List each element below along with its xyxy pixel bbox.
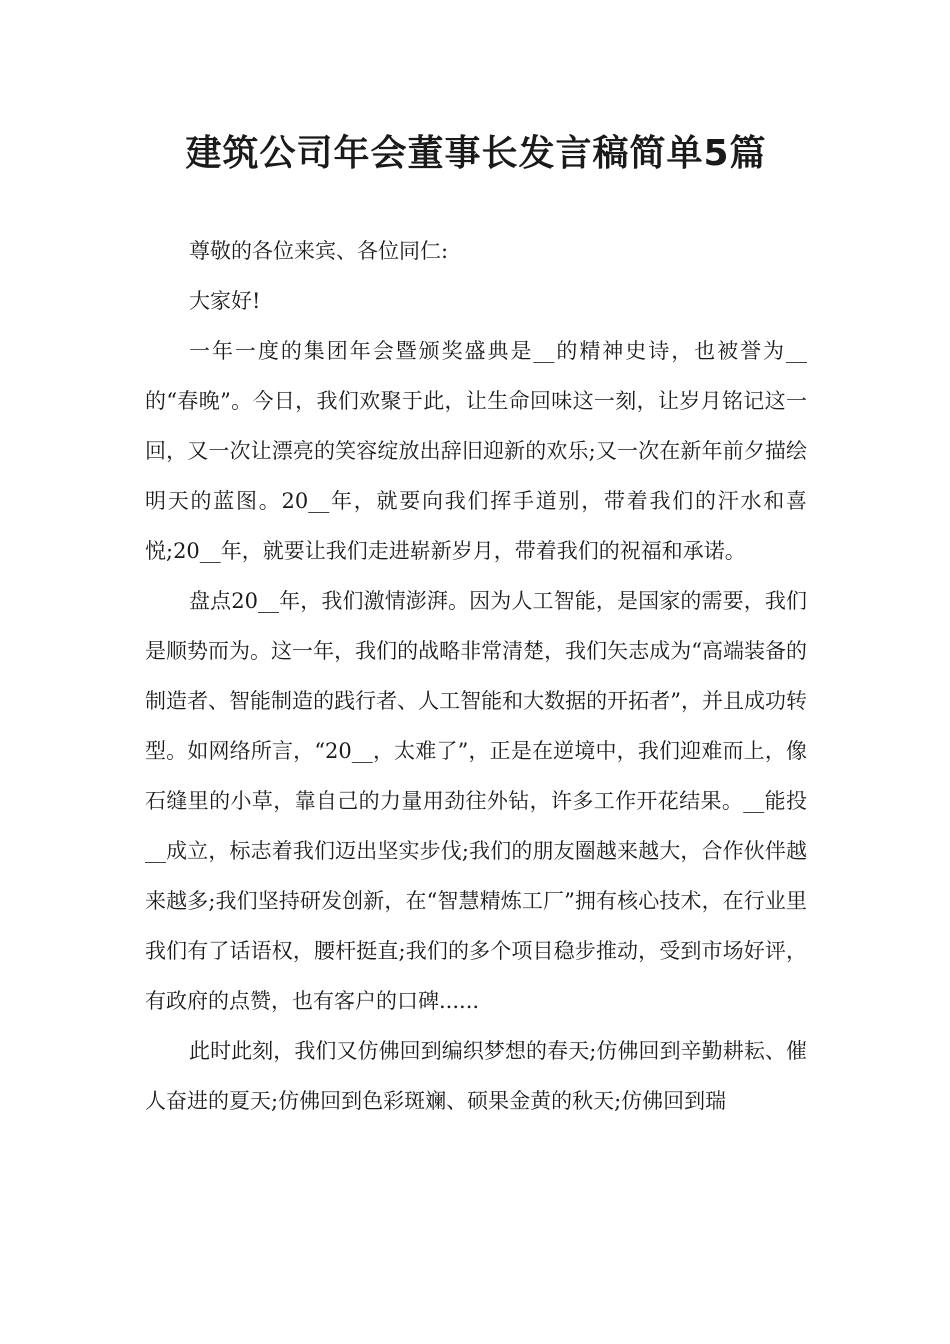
document-title: 建筑公司年会董事长发言稿简单5篇: [185, 133, 767, 174]
paragraph-greeting: 大家好!: [189, 289, 261, 313]
paragraph-year-review: 盘点20__年，我们激情澎湃。因为人工智能，是国家的需要，我们是顺势而为。这一年，我们的战略非常清楚，我们矢志成为“高端装备的制造者、智能制造的践行者、人工智能和大数据的开拓者”，并且成功转型。如网络所言，“20__，太难了”，正是在逆境中，我们迎难而上，像石缝里的小草，靠自己的力量用劲往外钻，许多工作开花结果。__能投__成立，标志着我们迈出坚实步伐;我们的朋友圈越来越大，合作伙伴越来越多;我们坚持研发创新，在“智慧精炼工厂”拥有核心技术，在行业里我们有了话语权，腰杆挺直;我们的多个项目稳步推动，受到市场好评，有政府的点赞，也有客户的口碑......: [145, 589, 807, 1013]
paragraph-annual-gala: 一年一度的集团年会暨颁奖盛典是__的精神史诗，也被誉为__的“春晚”。今日，我们欢聚于此，让生命回味这一刻，让岁月铭记这一回，又一次让漂亮的笑容绽放出辞旧迎新的欢乐;又一次在新年前夕描绘明天的蓝图。20__年，就要向我们挥手道别，带着我们的汗水和喜悦;20__年，就要让我们走进崭新岁月，带着我们的祝福和承诺。: [145, 339, 807, 563]
document-body: [145, 226, 807, 1126]
paragraph-this-moment: 此时此刻，我们又仿佛回到编织梦想的春天;仿佛回到辛勤耕耘、催人奋进的夏天;仿佛回到色彩斑斓、硕果金黄的秋天;仿佛回到瑞: [145, 1039, 807, 1113]
paragraph-salutation: 尊敬的各位来宾、各位同仁:: [189, 239, 449, 263]
